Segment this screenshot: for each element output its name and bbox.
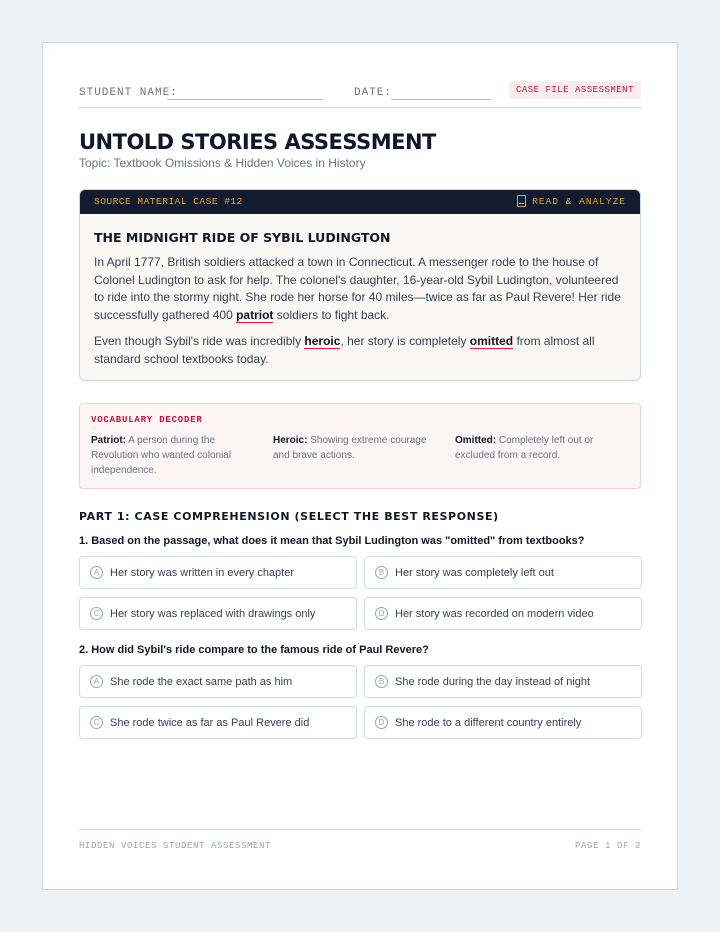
vocab-term: Patriot: [91, 435, 126, 446]
read-analyze-label: READ & ANALYZE [532, 195, 626, 207]
date-line[interactable] [391, 99, 491, 100]
option-text: Her story was completely left out [395, 566, 554, 579]
para2-text-b: , her story is completely [340, 334, 470, 348]
header-divider [79, 107, 641, 108]
keyword-omitted: omitted [469, 334, 514, 348]
option-text: Her story was written in every chapter [110, 566, 295, 579]
footer [79, 841, 641, 851]
option-text: She rode twice as far as Paul Revere did [110, 716, 310, 729]
source-bar [80, 190, 640, 214]
q2-option-b[interactable] [364, 665, 642, 698]
keyword-heroic: heroic [304, 334, 341, 348]
option-text: She rode during the day instead of night [395, 675, 591, 688]
keyword-patriot: patriot [236, 307, 274, 322]
para1-text-a: In April 1777, British soldiers attacked a town in Connecticut. A messenger rode to the house of Colonel Ludington to ask for help. The colonel's daughter, 16-year-old Sybil Ludington, volunteered to ride into the stormy night. She rode her horse for 40 miles—twice as far as Paul Revere! Her ride successfully gathered 400 [94, 255, 621, 322]
option-letter-b: B [375, 675, 388, 688]
footer-divider [79, 829, 641, 830]
vocab-item-omitted [455, 433, 615, 463]
book-icon [517, 195, 526, 207]
question-1: 1. Based on the passage, what does it mean that Sybil Ludington was "omitted" from textbooks? [79, 535, 585, 547]
vocab-def: A person during the Revolution who wanted colonial independence. [91, 435, 232, 476]
vocabulary-decoder [79, 403, 641, 489]
option-text: She rode the exact same path as him [110, 675, 293, 688]
q1-option-d[interactable] [364, 597, 642, 630]
story-paragraph-2 [94, 333, 626, 368]
date-label: DATE: [354, 87, 393, 99]
story-paragraph-1 [94, 254, 626, 324]
question-2: 2. How did Sybil's ride compare to the famous ride of Paul Revere? [79, 644, 429, 656]
case-label: SOURCE MATERIAL CASE #12 [94, 196, 243, 207]
option-text: She rode to a different country entirely [395, 716, 582, 729]
page-number: PAGE 1 OF 2 [574, 841, 641, 851]
option-letter-d: D [375, 716, 388, 729]
option-letter-c: C [90, 716, 103, 729]
option-letter-a: A [90, 566, 103, 579]
student-name-label: STUDENT NAME: [79, 87, 178, 99]
q2-option-d[interactable] [364, 706, 642, 739]
source-material-card [79, 189, 641, 381]
option-text: Her story was recorded on modern video [395, 607, 594, 620]
worksheet-page [42, 42, 678, 890]
vocab-item-patriot [91, 433, 251, 478]
vocab-def: Completely left out or excluded from a record. [455, 435, 594, 461]
student-name-line[interactable] [167, 99, 323, 100]
para2-text-c: from almost all standard school textbooks today. [94, 334, 595, 366]
para1-text-b: soldiers to fight back. [273, 307, 390, 322]
q2-option-a[interactable] [79, 665, 357, 698]
page-title: UNTOLD STORIES ASSESSMENT [79, 130, 436, 154]
q1-option-c[interactable] [79, 597, 357, 630]
vocab-title: VOCABULARY DECODER [91, 415, 203, 425]
header-row [79, 79, 641, 109]
case-file-badge: CASE FILE ASSESSMENT [509, 81, 641, 99]
option-letter-b: B [375, 566, 388, 579]
vocab-def: Showing extreme courage and brave actions. [273, 435, 427, 461]
para2-text-a: Even though Sybil's ride was incredibly [94, 334, 305, 348]
option-text: Her story was replaced with drawings only [110, 607, 316, 620]
option-letter-a: A [90, 675, 103, 688]
q2-option-c[interactable] [79, 706, 357, 739]
story-title: THE MIDNIGHT RIDE OF SYBIL LUDINGTON [94, 230, 391, 245]
page-subtitle: Topic: Textbook Omissions & Hidden Voices in History [79, 156, 366, 170]
q1-option-b[interactable] [364, 556, 642, 589]
part-1-title: PART 1: CASE COMPREHENSION (SELECT THE BEST RESPONSE) [79, 510, 499, 523]
footer-left: HIDDEN VOICES STUDENT ASSESSMENT [79, 841, 272, 851]
q1-option-a[interactable] [79, 556, 357, 589]
option-letter-d: D [375, 607, 388, 620]
read-analyze [517, 195, 626, 207]
vocab-item-heroic [273, 433, 433, 463]
vocab-term: Omitted: [455, 435, 497, 446]
vocab-term: Heroic: [273, 435, 308, 446]
option-letter-c: C [90, 607, 103, 620]
